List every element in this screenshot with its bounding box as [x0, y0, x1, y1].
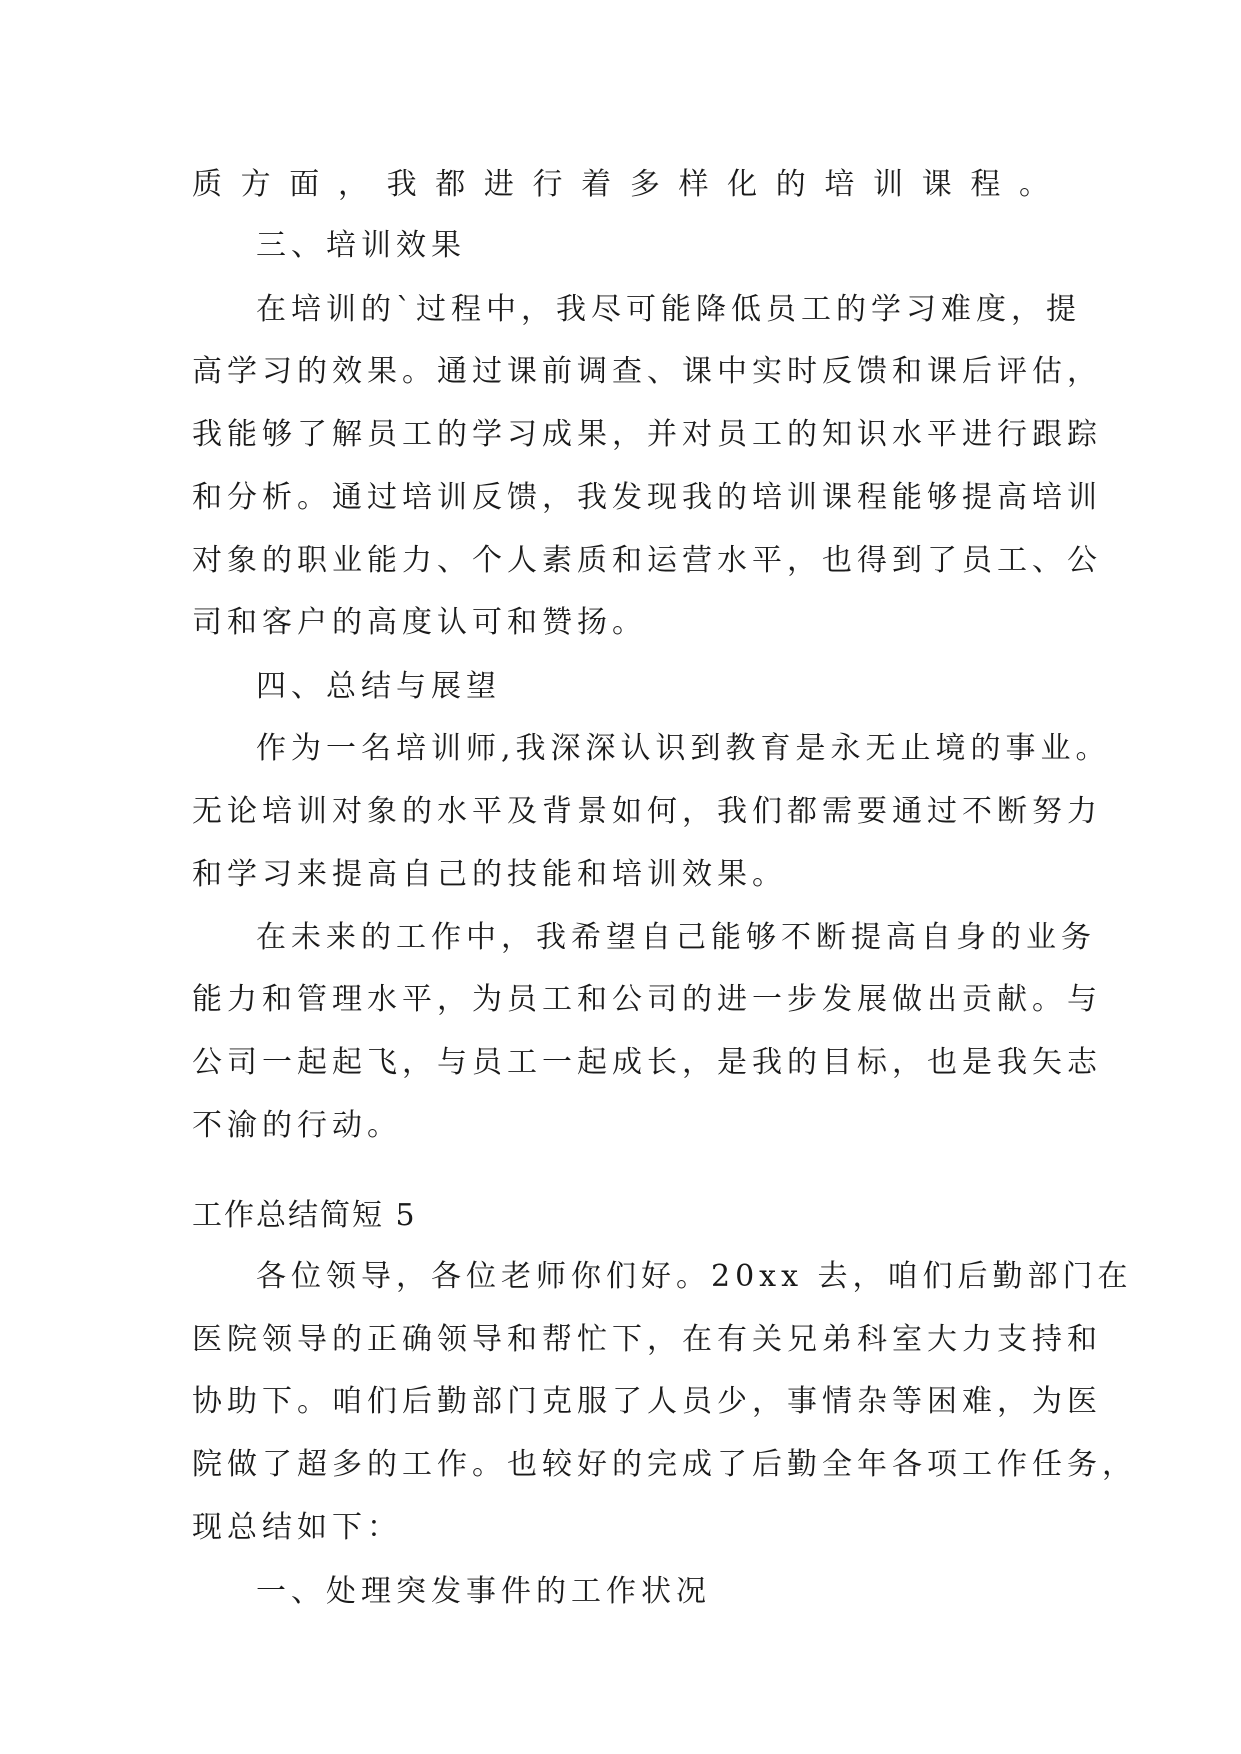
- paragraph-line: 和分析。通过培训反馈，我发现我的培训课程能够提高培训: [192, 480, 1102, 515]
- paragraph-line: 各位领导，各位老师你们好。20xx 去，咱们后勤部门在: [256, 1259, 1133, 1294]
- document-title: 工作总结简短 5: [192, 1198, 417, 1233]
- paragraph-line: 医院领导的正确领导和帮忙下，在有关兄弟科室大力支持和: [192, 1322, 1102, 1357]
- paragraph-line: 院做了超多的工作。也较好的完成了后勤全年各项工作任务，: [192, 1447, 1137, 1482]
- paragraph-line: 不渝的行动。: [192, 1108, 402, 1143]
- section-heading-training-effect: 三、培训效果: [256, 228, 466, 263]
- paragraph-line: 对象的职业能力、个人素质和运营水平，也得到了员工、公: [192, 543, 1102, 578]
- paragraph-line: 司和客户的高度认可和赞扬。: [192, 605, 647, 640]
- paragraph-line: 现总结如下：: [192, 1510, 402, 1545]
- paragraph-line: 在培训的`过程中，我尽可能降低员工的学习难度，提: [256, 292, 1081, 327]
- paragraph-line: 我能够了解员工的学习成果，并对员工的知识水平进行跟踪: [192, 417, 1102, 452]
- paragraph-line: 在未来的工作中，我希望自己能够不断提高自身的业务: [256, 920, 1096, 955]
- paragraph-line: 高学习的效果。通过课前调查、课中实时反馈和课后评估，: [192, 354, 1102, 389]
- paragraph-line: 和学习来提高自己的技能和培训效果。: [192, 857, 787, 892]
- section-heading-summary-outlook: 四、总结与展望: [256, 669, 501, 704]
- paragraph-line: 公司一起起飞，与员工一起成长，是我的目标，也是我矢志: [192, 1045, 1102, 1080]
- paragraph-line: 协助下。咱们后勤部门克服了人员少，事情杂等困难，为医: [192, 1384, 1102, 1419]
- paragraph-line: 能力和管理水平，为员工和公司的进一步发展做出贡献。与: [192, 982, 1102, 1017]
- paragraph-line: 无论培训对象的水平及背景如何，我们都需要通过不断努力: [192, 794, 1102, 829]
- paragraph-line: 作为一名培训师,我深深认识到教育是永无止境的事业。: [256, 731, 1111, 766]
- section-heading-emergency-handling: 一、处理突发事件的工作状况: [256, 1574, 711, 1609]
- paragraph-line: 质方面，我都进行着多样化的培训课程。: [192, 167, 1054, 202]
